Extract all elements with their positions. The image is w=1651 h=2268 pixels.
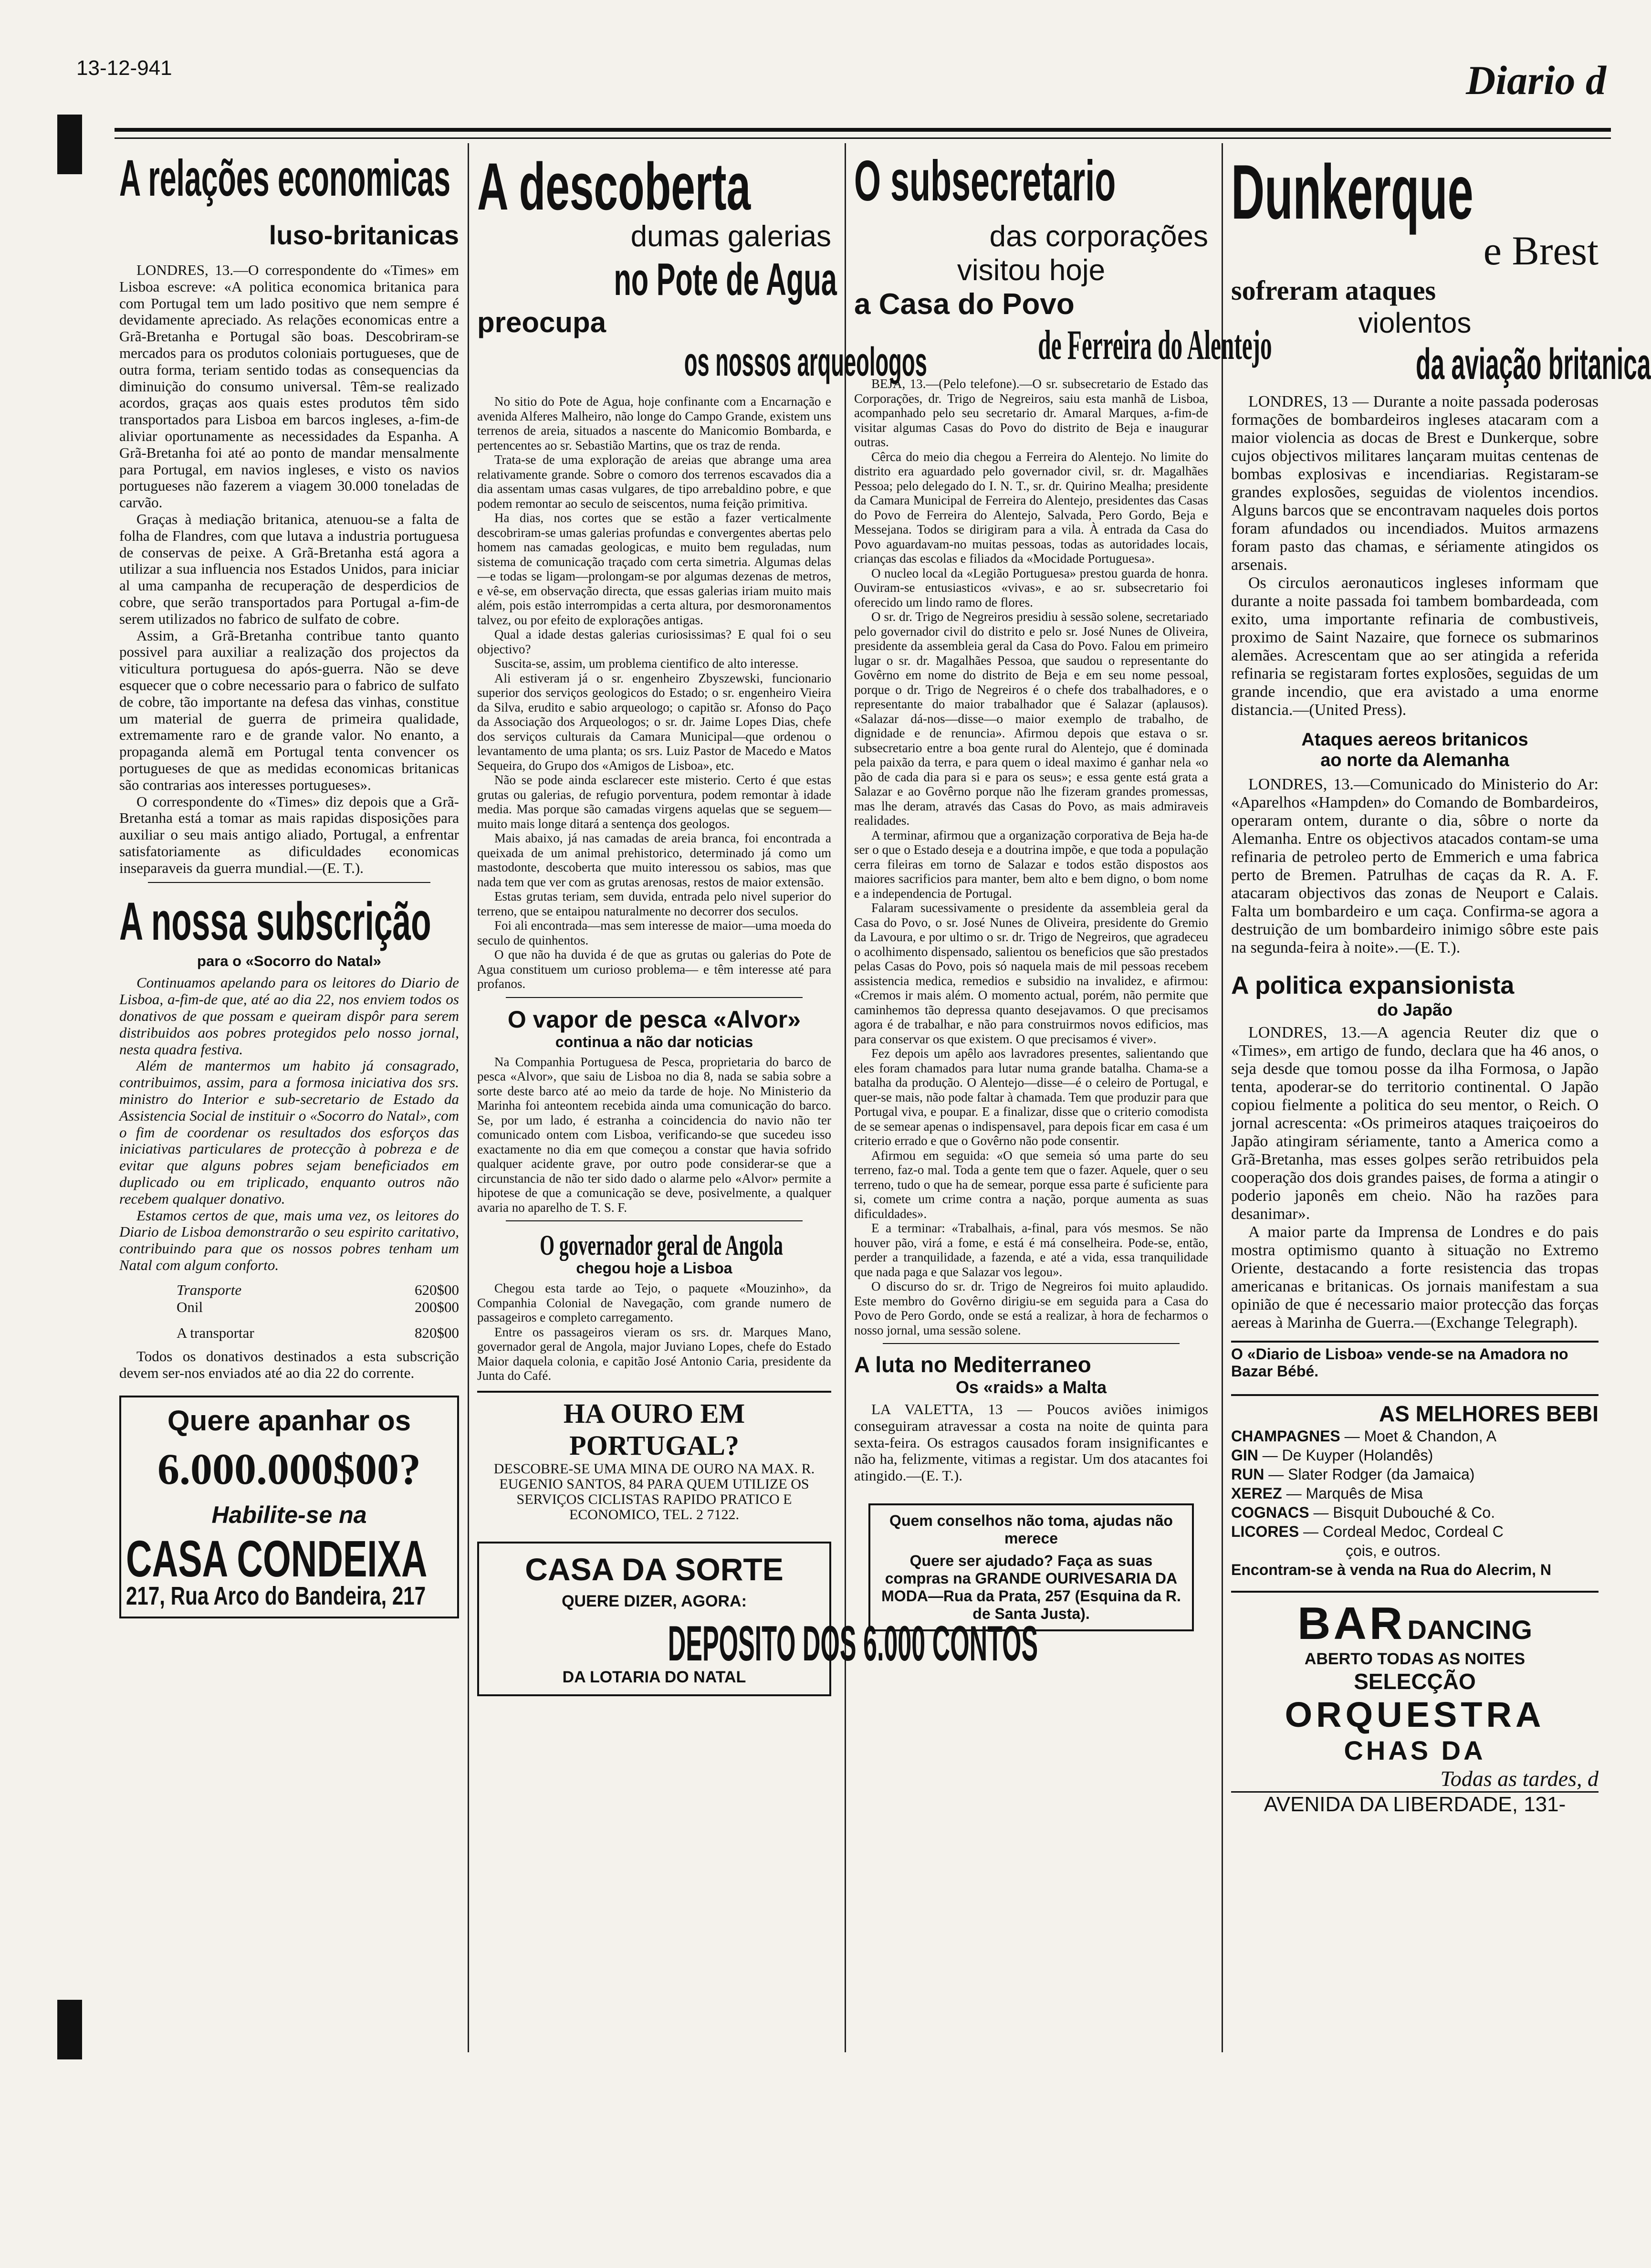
- article-subsecretario: [854, 377, 1208, 1337]
- headline-descoberta: A descoberta: [477, 149, 751, 224]
- ad-line: Quere apanhar os: [167, 1405, 411, 1437]
- ad-line: DA LOTARIA DO NATAL: [562, 1668, 746, 1686]
- tally-note: Todos os donativos destinados a esta subscrição devem ser-nos enviados até ao dia 22 do corrente.: [119, 1347, 459, 1381]
- deck: das corporações: [989, 220, 1208, 253]
- paragraph: No sitio do Pote de Agua, hoje confinante com a Encarnação e avenida Alferes Malheiro, não longe do Campo Grande, existem uns terrenos de areia, situados a nascente do Manicomio Bombarda, e pertencentes ao sr. Sebastião Martins, que os traz de renda.: [477, 394, 831, 452]
- column-4: [1231, 148, 1651, 1816]
- article-dunkerque: [1231, 393, 1599, 719]
- paragraph: A maior parte da Imprensa de Londres e do pais mostra optimismo quanto à situação no Extremo Oriente, destacando a forte resistencia das tropas americanas e britanicas. Os jornais manifestam a sua opinião de que é necessario maior protecção das forças aereas à Marinha de Guerra.—(Exchange Telegraph).: [1231, 1223, 1599, 1332]
- tally-row: Onil 200$00: [177, 1298, 459, 1315]
- paragraph: Os circulos aeronauticos ingleses informam que durante a noite passada foi tambem bombardeada, com exito, uma importante refinaria de combustiveis, proximo de Saint Nazaire, que fornece os submarinos alemães. Acrescentam que ao ser atingida a referida refinaria se registaram fortes explosões, seguidas de um grande incendio, que era avistado a uma enorme distancia.—(United Press).: [1231, 574, 1599, 719]
- tally-row: A transportar 820$00: [177, 1324, 459, 1341]
- ad-bebidas: [1231, 1394, 1599, 1579]
- ad-line: 6.000.000$00?: [157, 1445, 421, 1494]
- ad-row: LICORES — Cordeal Medoc, Cordeal C: [1231, 1523, 1504, 1540]
- headline-subscricao: A nossa subscrição: [119, 892, 431, 952]
- notice-bazar: O «Diario de Lisboa» vende-se na Amadora no Bazar Bébé.: [1231, 1341, 1599, 1380]
- ad-row: çois, e outros.: [1346, 1542, 1441, 1559]
- headline-japao: A politica expansionista: [1231, 972, 1515, 999]
- ad-title: HA OURO EM PORTUGAL?: [563, 1397, 745, 1461]
- paragraph: Estamos certos de que, mais uma vez, os leitores do Diario de Lisboa demonstrarão o seu espirito caritativo, contribuindo para que os nossos pobres tenham um Natal com algum conforto.: [119, 1207, 459, 1274]
- column-rule: [1222, 143, 1223, 2052]
- headline-dunkerque: Dunkerque: [1231, 149, 1473, 235]
- paragraph: Falaram sucessivamente o presidente da assembleia geral da Casa do Povo, o sr. José Nunes de Oliveira, presidente do Gremio da Lavoura, e por ultimo o sr. dr. Trigo de Negreiros, que agradeceu o acolhimento dispensado, salientou os beneficios que são prestados pelas Casas do Povo, pois só naquela mais de mil pessoas recebem assistencia medica, remedios e subsidio na invalidez, e afirmou: «Cremos ir mais além. O momento actual, porém, não permite que caminhemos tão depressa quanto desejavamos. O que precisamos agora é de trabalhar, e não para construirmos novos edificios, mas para conservar os que existem. O que precisamos é viver».: [854, 901, 1208, 1046]
- ad-list: [1231, 1427, 1599, 1579]
- headline-japao-sub: do Japão: [1377, 1000, 1453, 1019]
- tally-table: [177, 1281, 459, 1342]
- headline-angola: O governador geral de Angola: [540, 1229, 783, 1261]
- ad-line: QUERE DIZER, AGORA:: [562, 1592, 747, 1610]
- ad-line: ABERTO TODAS AS NOITES: [1304, 1650, 1526, 1668]
- headline-mediterraneo-sub: Os «raids» a Malta: [955, 1377, 1107, 1397]
- ad-line: Quem conselhos não toma, ajudas não merece: [889, 1512, 1173, 1547]
- ad-bar-dancing: [1231, 1591, 1599, 1816]
- paragraph: Não se pode ainda esclarecer este misterio. Certo é que estas grutas ou galerias, de refugio porventura, podem remontar à idade media. Mas porque são camadas virgens aquelas que se seguem—muito mais longe ditará a sentença dos geologos.: [477, 773, 831, 831]
- ad-ourivesaria: [868, 1503, 1194, 1631]
- deck: a Casa do Povo: [854, 288, 1075, 321]
- ad-line: AVENIDA DA LIBERDADE, 131-: [1231, 1791, 1599, 1816]
- paragraph: O correspondente do «Times» diz depois que a Grã-Bretanha está a tomar as mais rapidas disposições para auxiliar o seu mais antigo aliado, Portugal, a enfrentar satisfatoriamente as dificuldades economicas inseparaveis da guerra mundial.—(E. T.).: [119, 793, 459, 876]
- headline-alvor: O vapor de pesca «Alvor»: [507, 1006, 801, 1033]
- article-alvor: [477, 1055, 831, 1215]
- paragraph: Foi ali encontrada—mas sem interesse de maior—uma moeda do seculo de quinhentos.: [477, 918, 831, 947]
- paragraph: Fez depois um apêlo aos lavradores presentes, salientando que eles foram chamados para lutar numa grande batalha. Chama-se a batalha da produção. O Alentejo—disse—é o celeiro de Portugal, e quer-se mais, não pode faltar à chamada. Tem que produzir para que Portugal viva, e poupar. E a finalizar, disse que o criterio comodista de se semear apenas o indispensavel, para depois ficar em casa é um criterio errado e que o Govêrno não pode consentir.: [854, 1046, 1208, 1148]
- paragraph: Chegou esta tarde ao Tejo, o paquete «Mouzinho», da Companhia Colonial de Navegação, com grande numero de passageiros e completo carregamento.: [477, 1281, 831, 1324]
- deck: da aviação britanica: [1415, 340, 1651, 388]
- paragraph: LONDRES, 13.—Comunicado do Ministerio do Ar: «Aparelhos «Hampden» do Comando de Bombardeiros, operaram ontem, durante o dia, sôbre o norte da Alemanha. Entre os objectivos atacados contam-se uma refinaria de petroleo perto de Emmerich e uma fabrica perto de Bremen. Patrulhas de caças da R. A. F. atacaram objectivos das zonas de Neuport e Calais. Falta um bombardeiro e um caça. Confirma-se agora a destruição de um bombardeiro inimigo sôbre este pais na segunda-feira à noite».—(E. T.).: [1231, 776, 1599, 956]
- issue-date: 13-12-941: [76, 56, 172, 80]
- ad-line: CASA DA SORTE: [525, 1551, 784, 1587]
- separator: [148, 882, 430, 885]
- ad-line: CASA CONDEIXA: [126, 1530, 428, 1588]
- ad-title: AS MELHORES BEBI: [1379, 1401, 1599, 1426]
- paragraph: Além de mantermos um habito já consagrado, contribuimos, assim, para a formosa iniciativa dos srs. ministro do Interior e sub-secretario de Estado da Assistencia Social de instituir o «Socorro do Natal», com o fim de coordenar os resultados dos esforços das iniciativas particulares de protecção à pobreza e de evitar que alguns pobres sejam beneficiados em duplicado ou em triplicado, enquanto outros não recebem qualquer donativo.: [119, 1057, 459, 1207]
- paragraph: O discurso do sr. dr. Trigo de Negreiros foi muito aplaudido. Este membro do Govêrno dirigiu-se em seguida para a Casa do Povo de Pero Gordo, onde se está a realizar, à hora de fecharmos o nosso jornal, uma sessão solene.: [854, 1279, 1208, 1337]
- article-subscricao: [119, 975, 459, 1273]
- headline-subscricao-sub: para o «Socorro do Natal»: [197, 953, 381, 970]
- top-rule-thin: [115, 137, 1611, 139]
- paragraph: Entre os passageiros vieram os srs. dr. Marques Mano, governador geral de Angola, major Juviano Lopes, chefe do Estado Maior daquela colonia, e capitão José Antonio Caria, presidente da Junta do Café.: [477, 1324, 831, 1383]
- headline-mediterraneo: A luta no Mediterraneo: [854, 1352, 1091, 1377]
- deck: violentos: [1358, 307, 1472, 339]
- tally-row: Transporte 620$00: [177, 1281, 459, 1298]
- ad-line: Habilite-se na: [211, 1502, 367, 1529]
- headline-relacoes: A relações economicas: [119, 149, 451, 207]
- article-descoberta: [477, 394, 831, 991]
- headline-subsecretario: O subsecretario: [854, 149, 1116, 213]
- paragraph: LONDRES, 13 — Durante a noite passada poderosas formações de bombardeiros ingleses atacaram com a maior violencia as docas de Brest e Dunkerque, sobre cujos objectivos militares lançaram muitas centenas de bombas explosivas e incendiarias. Registaram-se grandes explosões, seguidas de violentos incendios. Alguns barcos que se encontravam naqueles dois portos foram afundados ou incendiados. Muitos armazens foram pasto das chamas, e sériamente atingidos os arsenais.: [1231, 393, 1599, 574]
- ad-row: XEREZ — Marquês de Misa: [1231, 1485, 1423, 1502]
- paragraph: Ha dias, nos cortes que se estão a fazer verticalmente descobriram-se umas galerias profundas e convergentes abertas pelo homem nas camadas geologicas, e muito bem reguladas, num sistema de comunicação traçado com certa simetria. Algumas delas—e todas se ligam—prolongam-se por algumas dezenas de metros, e vê-se, em observação directa, que essas galerias iriam muito mais além, pois estão interrompidas a certa altura, por desmoronamentos talvez, ou por efeito de explorações antigas.: [477, 511, 831, 627]
- paragraph: Graças à mediação britanica, atenuou-se a falta de folha de Flandres, com que lutava a industria portuguesa de conservas de peixe. A Grã-Bretanha está agora a utilizar a sua influencia nos Estados Unidos, para iniciar al uma campanha de recuperação de desperdicios de cobre, que serão transportados para Portugal a-fim-de serem utilizados no fabrico de sulfato de cobre.: [119, 510, 459, 627]
- paragraph: O que não ha duvida é de que as grutas ou galerias do Pote de Agua constituem um curioso problema— e têm interesse até para profanos.: [477, 947, 831, 991]
- separator: [506, 1220, 803, 1223]
- paragraph: LONDRES, 13.—A agencia Reuter diz que o «Times», em artigo de fundo, declara que ha 46 anos, o seja desde que tomou posse da ilha Formosa, o Japão tenta, apoderar-se do territorio continental. O Japão copiou fielmente a politica do seu mentor, o Reich. O jornal acrescenta: «Os primeiros ataques traiçoeiros do Japão atingiram sériamente, tanto a America como a Grã-Bretanha, mas esses golpes serão retribuidos pela cooperação dos dois grandes paises, de forma a atingir o poderio japonês em cheio. Não ha razões para desanimar».: [1231, 1024, 1599, 1223]
- deck: no Pote de Agua: [614, 254, 837, 305]
- edge-marker-bottom: [57, 2000, 82, 2059]
- paragraph: O nucleo local da «Legião Portuguesa» prestou guarda de honra. Ouviram-se entusiasticos «vivas», e ao sr. subsecretario foi oferecido um lindo ramo de flores.: [854, 566, 1208, 609]
- article-mediterraneo: [854, 1401, 1208, 1484]
- paragraph: LONDRES, 13.—O correspondente do «Times» em Lisboa escreve: «A politica economica britanica para com Portugal tem um lado positivo que nem sempre é devidamente apreciado. As relações economicas entre a Grã-Bretanha e Portugal são boas. Descobriram-se mercados para os produtos coloniais portugueses, que de outra forma, teriam sentido todas as consequencias da diminuição do consumo universal. Têm-se realizado acordos, graças aos quais estes produtos têm sido transportados para Lisboa em barcos ingleses, a-fim-de aliviar oportunamente as necessidades da Espanha. A Grã-Bretanha foi até ao ponto de mandar mensalmente para Portugal, em navios ingleses, e visto os navios portugueses não fazerem a viagem 30.000 toneladas de carvão.: [119, 262, 459, 511]
- separator: [883, 1343, 1180, 1346]
- masthead-title: Diario d: [1466, 57, 1606, 103]
- ad-line: Todas as tardes, d: [1440, 1766, 1599, 1791]
- deck: os nossos arqueologos: [684, 339, 927, 384]
- headline-relacoes-sub: luso-britanicas: [269, 220, 459, 250]
- ad-line: DEPOSITO DOS 6.000 CONTOS: [668, 1616, 1038, 1671]
- paragraph: Ali estiveram já o sr. engenheiro Zbyszewski, funcionario superior dos serviços geologicos do Estado; o sr. engenheiro Vieira da Silva, erudito e sabio arqueologo; o capitão sr. Afonso do Paço da Associação dos Arqueologos; o sr. dr. Jaime Lopes Dias, chefe dos serviços culturais da Camara Municipal—que ordenou o levantamento de uma planta; os srs. Luiz Pastor de Macedo e Matos Sequeira, do Grupo dos «Amigos de Lisboa», etc.: [477, 671, 831, 773]
- paragraph: Na Companhia Portuguesa de Pesca, proprietaria do barco de pesca «Alvor», que saiu de Lisboa no dia 8, nada se sabia sobre a sorte deste barco até ao meio da tarde de hoje. No Ministerio da Marinha foi anteontem recebida ainda uma comunicação do barco. Se, por um lado, é estranha a coincidencia do navio não ter comunicado ontem com Lisboa, verificando-se que sucedeu isso exactamente no dia em que começou a constar que havia sofrido qualquer acidente grave, por outro pode considerar-se que a circunstancia de não ter sido dado o alarme pelo «Alvor» permite a hipotese de que a comunicação se deve, posivelmente, a qualquer avaria no aparelho de T. S. F.: [477, 1054, 831, 1215]
- separator: [506, 997, 803, 1000]
- paragraph: LA VALETTA, 13 — Poucos aviões inimigos conseguiram atravessar a costa na noite de quinta para sexta-feira. Os estragos causados foram insignificantes e não ha, felizmente, vitimas a registar. Um dos atacantes foi atingido.—(E. T.).: [854, 1401, 1208, 1484]
- ad-casa-condeixa: [119, 1396, 459, 1618]
- deck: sofreram ataques: [1231, 275, 1436, 306]
- article-angola: [477, 1281, 831, 1383]
- deck: dumas galerias: [630, 220, 831, 253]
- paragraph: Afirmou em seguida: «O que semeia só uma parte do seu terreno, faz-o mal. Toda a gente tem que o fazer. Aquele, quer o seu terreno, tudo o que ha de semear, porque essa parte é suficiente para si, comete um crime contra a nação, porque aumenta as suas dificuldades».: [854, 1148, 1208, 1221]
- ad-line: Quere ser ajudado? Faça as suas compras na GRANDE OURIVESARIA DA MODA—Rua da Prata, 257 (Esquina da R. de Santa Justa).: [881, 1552, 1181, 1622]
- paragraph: O sr. dr. Trigo de Negreiros presidiu à sessão solene, secretariado pelo governador civil do distrito e pelo sr. José Nunes de Oliveira, presidente da assembleia geral da Casa do Povo. Falou em primeiro lugar o sr. dr. Magalhães Pessoa, que saudou o representante do Govêrno em nome do distrito de Beja e em seu nome pessoal, porque o dr. Trigo de Negreiros é o chefe dos trabalhadores, e o representante do maior trabalhador que é Salazar (aplausos). «Salazar dá-nos—disse—o maior exemplo de trabalho, de dignidade e de renuncia». Afirmou depois que estava o sr. subsecretario entre a boa gente rural do Alentejo, que é dominada pela paixão da terra, e para quem o ideal maximo é ganhar nela «o pão de cada dia para si e para os seus»; e essa gente está grata a Salazar e ao Govêrno porque não lhe fizeram grandes promessas, mas lhe deram, através das Casas do Povo, as mais admiraveis realidades.: [854, 609, 1208, 828]
- paragraph: Assim, a Grã-Bretanha contribue tanto quanto possivel para auxiliar a realização dos projectos da viticultura portuguesa do após-guerra. Não se deve esquecer que o cobre necessario para o fabrico de sulfato de cobre, tão importante na defesa das vinhas, constitue um material de guerra de primeira qualidade, extremamente raro e de grande valor. No enanto, a propaganda alemã em Portugal tenta convencer os portugueses de que as medidas economicas britanicas são contrarias aos interesses portugueses».: [119, 627, 459, 793]
- ad-foot: Encontram-se à venda na Rua do Alecrim, N: [1231, 1561, 1551, 1578]
- paragraph: Estas grutas teriam, sem duvida, entrada pelo nivel superior do terreno, que se entaipou naturalmente no decorrer dos seculos.: [477, 889, 831, 918]
- deck: e Brest: [1483, 228, 1599, 273]
- article-japao: [1231, 1024, 1599, 1332]
- column-1: [119, 148, 459, 1618]
- paragraph: Mais abaixo, já nas camadas de areia branca, foi encontrada a queixada de um animal prehistorico, determinado já como um mastodonte, descoberta que muito interessou os sabios, mas que nada tem que ver com as grutas arenosas, restos de maior extensão.: [477, 831, 831, 889]
- paragraph: A terminar, afirmou que a organização corporativa de Beja ha-de ser o que o Estado deseja e a doutrina impõe, e que toda a população cerra fileiras em torno de Salazar e todos estão dispostos aos maiores sacrificios para manter, bem alto e bem digno, o bom nome e a independencia de Portugal.: [854, 828, 1208, 901]
- column-3: [854, 148, 1272, 1631]
- headline-ataques: Ataques aereos britanicos: [1301, 730, 1528, 750]
- ad-line: 217, Rua Arco do Bandeira, 217: [126, 1582, 426, 1611]
- ad-line: DANCING: [1407, 1615, 1532, 1645]
- ad-text: DESCOBRE-SE UMA MINA DE OURO NA MAX. R. EUGENIO SANTOS, 84 PARA QUEM UTILIZE OS SERVIÇOS CICLISTAS RAPIDO PRATICO E ECONOMICO, TEL. 2 7122.: [493, 1460, 815, 1522]
- column-rule: [845, 143, 846, 2052]
- article-ataques: [1231, 776, 1599, 957]
- ad-ouro: [477, 1391, 831, 1522]
- headline-alvor-sub: continua a não dar noticias: [555, 1033, 753, 1050]
- deck: de Ferreira do Alentejo: [1038, 322, 1272, 368]
- ad-line: ORQUESTRA: [1285, 1695, 1545, 1734]
- article-relacoes: [119, 262, 459, 876]
- ad-line: BAR: [1297, 1598, 1406, 1649]
- ad-row: COGNACS — Bisquit Dubouché & Co.: [1231, 1504, 1495, 1521]
- ad-row: RUN — Slater Rodger (da Jamaica): [1231, 1466, 1475, 1483]
- deck: visitou hoje: [957, 254, 1106, 287]
- top-rule: [115, 128, 1611, 132]
- column-rule: [468, 143, 469, 2052]
- edge-marker-top: [57, 115, 82, 174]
- paragraph: E a terminar: «Trabalhais, a-final, para vós mesmos. Se não houver pão, virá a fome, e está é má conselheira. Pode-se, então, perder a tranquilidade, a fazenda, e até a vida, essa tranquilidade que nada paga e que Salazar vos legou».: [854, 1221, 1208, 1279]
- ad-row: GIN — De Kuyper (Holandês): [1231, 1447, 1433, 1464]
- ad-line: CHAS DA: [1344, 1735, 1486, 1765]
- paragraph: Cêrca do meio dia chegou a Ferreira do Alentejo. No limite do distrito era aguardado pelo governador civil, sr. dr. Magalhães Pessoa; pelo delegado do I. N. T., sr. dr. Quirino Mealha; presidente da Camara Municipal de Ferreira do Alentejo, presidentes das Casas do Povo de Ferreira do Alentejo, Salvada, Pero Gordo, Beja e Messejana. Todos se dirigiram para a vila. À entrada da Casa do Povo aguardavam-no muitas pessoas, todas as autoridades locais, crianças das escolas e filiados da «Mocidade Portuguesa».: [854, 449, 1208, 566]
- paragraph: Continuamos apelando para os leitores do Diario de Lisboa, a-fim-de que, até ao dia 22, nos enviem todos os donativos de que possam e queiram dispôr para serem distribuidos aos pobres protegidos pelo nosso jornal, nesta quadra festiva.: [119, 974, 459, 1058]
- paragraph: BEJA, 13.—(Pelo telefone).—O sr. subsecretario de Estado das Corporações, dr. Trigo de Negreiros, saiu esta manhã de Lisboa, acompanhado pelo seu secretario dr. Amaral Marques, a-fim-de visitar algumas Casas do Povo do distrito de Beja e inaugurar outras.: [854, 377, 1208, 449]
- headline-ataques-sub: ao norte da Alemanha: [1320, 750, 1509, 770]
- deck: preocupa: [477, 306, 606, 338]
- ad-row: CHAMPAGNES — Moet & Chandon, A: [1231, 1428, 1497, 1445]
- paragraph: Trata-se de uma exploração de areias que abrange uma area relativamente grande. Sobre o comoro dos terrenos escavados dia a dia assentam umas casas vulgares, de tipo arrebaldino pobre, e que podem remontar ao seculo de seiscentos, numa feição primitiva.: [477, 452, 831, 511]
- paragraph: Qual a idade destas galerias curiosissimas? E qual foi o seu objectivo?: [477, 627, 831, 656]
- ad-line: SELECÇÃO: [1354, 1669, 1476, 1694]
- paragraph: Suscita-se, assim, um problema cientifico de alto interesse.: [494, 656, 799, 671]
- headline-angola-sub: chegou hoje a Lisboa: [576, 1260, 732, 1277]
